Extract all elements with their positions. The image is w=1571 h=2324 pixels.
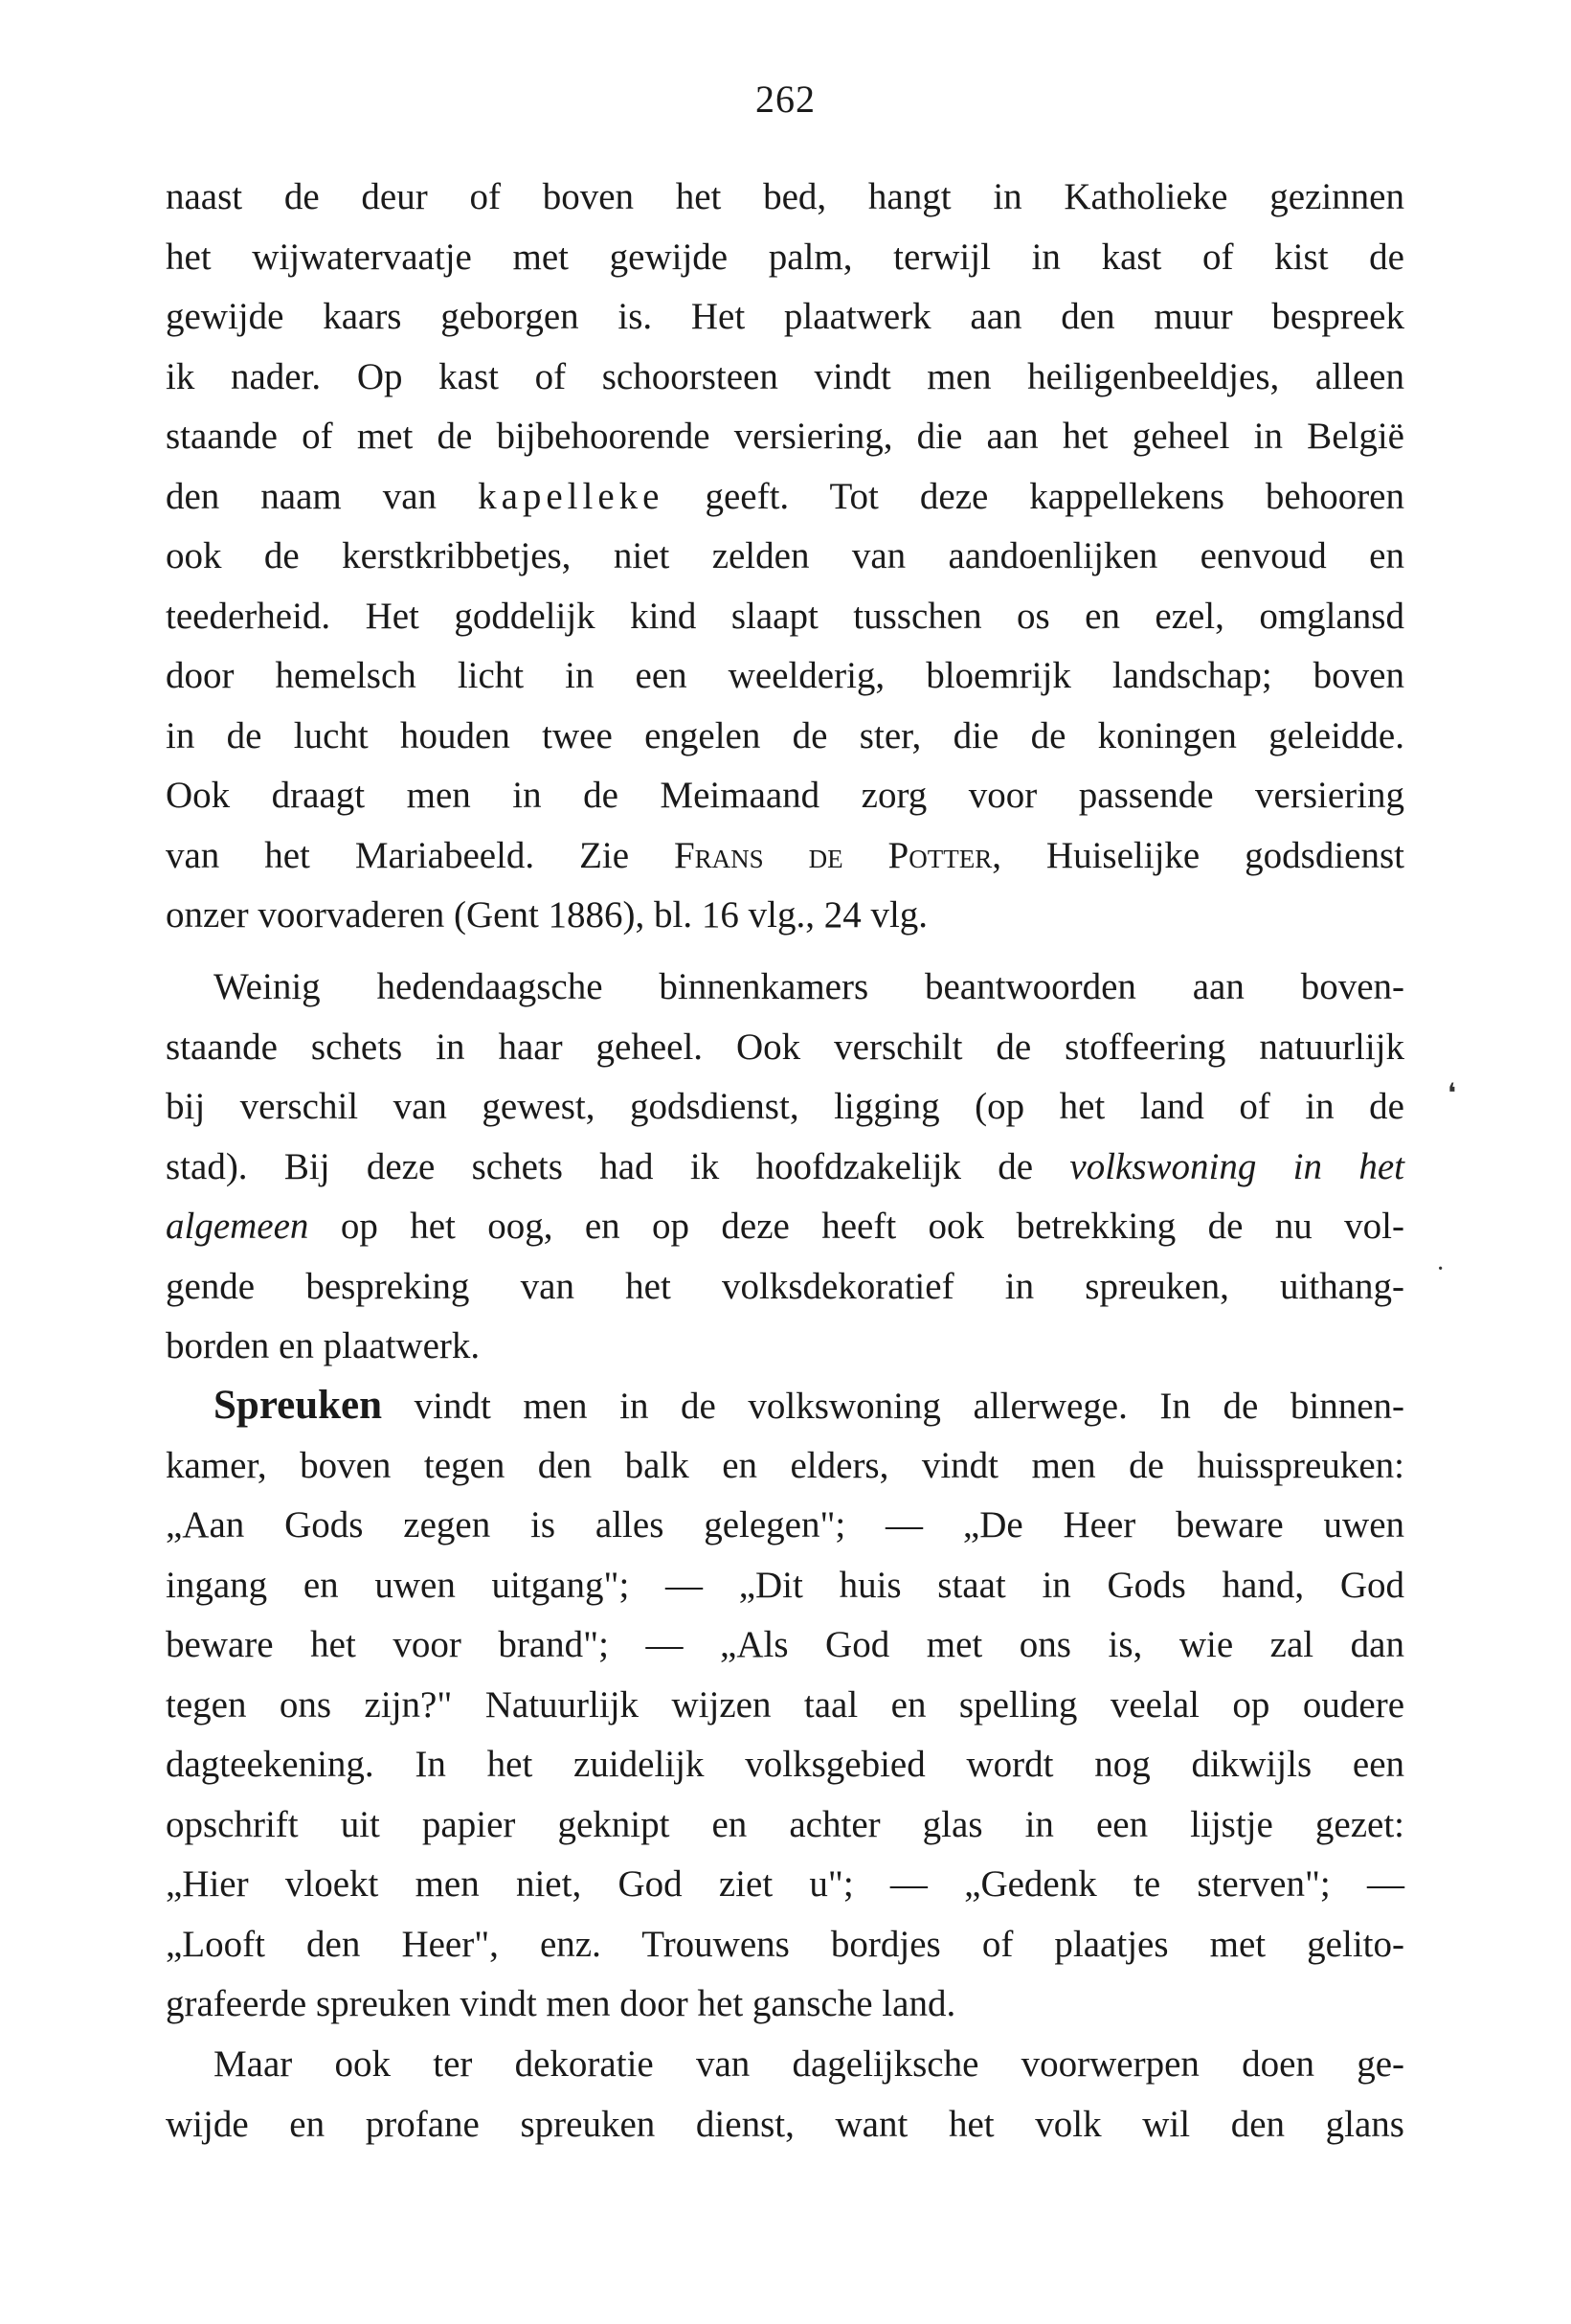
text-line: van het Mariabeeld. Zie Frans de Potter, Huiselijke godsdienst — [166, 834, 1404, 876]
paragraph-3 — [166, 1376, 1404, 2035]
text-line: stad). Bij deze schets had ik hoofdzakelijk de volkswoning in het — [166, 1145, 1404, 1187]
emphasis-text: algemeen — [166, 1206, 309, 1247]
text-line: dagteekening. In het zuidelijk volksgebied wordt nog dikwijls een — [166, 1744, 1404, 1785]
paragraph-4 — [166, 2035, 1404, 2155]
text-line: beware het voor brand"; — „Als God met ons is, wie zal dan — [166, 1624, 1404, 1665]
text-line: bij verschil van gewest, godsdienst, ligging (op het land of in de — [166, 1086, 1404, 1127]
text-line: teederheid. Het goddelijk kind slaapt tusschen os en ezel, omglansd — [166, 595, 1404, 637]
text-line: Ook draagt men in de Meimaand zorg voor passende versiering — [166, 775, 1404, 816]
text-line: gewijde kaars geborgen is. Het plaatwerk aan den muur bespreek — [166, 296, 1404, 337]
text-line: den naam van kapelleke geeft. Tot deze kappellekens behooren — [166, 475, 1404, 517]
text-line: tegen ons zijn?" Natuurlijk wijzen taal en spelling veelal op oudere — [166, 1683, 1404, 1726]
paragraph-1 — [166, 168, 1404, 946]
margin-mark: · — [1436, 1254, 1446, 1284]
text-line: grafeerde spreuken vindt men door het gansche land. — [166, 1983, 956, 2024]
margin-mark: ❛ — [1448, 1079, 1457, 1109]
spaced-term: kapelleke — [478, 475, 664, 517]
text-line: staande schets in haar geheel. Ook verschilt de stoffeering natuurlijk — [166, 1026, 1404, 1068]
text-line: kamer, boven tegen den balk en elders, vindt men de huisspreuken: — [166, 1444, 1404, 1486]
paragraph-2 — [166, 958, 1404, 1377]
author-name: Frans de Potter — [673, 834, 993, 876]
text-line: door hemelsch licht in een weelderig, bloemrijk landschap; boven — [166, 655, 1404, 696]
text-line: wijde en profane spreuken dienst, want het volk wil den glans — [166, 2103, 1404, 2145]
text-line: opschrift uit papier geknipt en achter glas in een lijstje gezet: — [166, 1803, 1404, 1845]
section-keyword: Spreuken — [213, 1383, 383, 1428]
text-line: „Aan Gods zegen is alles gelegen"; — „De Heer beware uwen — [166, 1504, 1404, 1546]
text-line: ingang en uwen uitgang"; — „Dit huis staat in Gods hand, God — [166, 1564, 1404, 1606]
text-line: borden en plaatwerk. — [166, 1325, 481, 1366]
text-line: Maar ook ter dekoratie van dagelijksche voorwerpen doen ge- — [213, 2043, 1404, 2085]
emphasis-text: volkswoning in het — [1069, 1145, 1404, 1187]
text-line: Spreuken vindt men in de volkswoning allerwege. In de binnen- — [213, 1383, 1404, 1428]
text-line: naast de deur of boven het bed, hangt in Katholieke gezinnen — [166, 176, 1404, 217]
text-line: „Hier vloekt men niet, God ziet u"; — „Gedenk te sterven"; — — [166, 1863, 1404, 1905]
text-line: onzer voorvaderen (Gent 1886), bl. 16 vlg., 24 vlg. — [166, 894, 929, 936]
text-line: in de lucht houden twee engelen de ster, die de koningen geleidde. — [166, 714, 1404, 756]
text-line: Weinig hedendaagsche binnenkamers beantwoorden aan boven- — [213, 966, 1404, 1007]
text-line: staande of met de bijbehoorende versiering, die aan het geheel in België — [166, 416, 1404, 457]
text-line: ik nader. Op kast of schoorsteen vindt men heiligenbeeldjes, alleen — [166, 355, 1404, 397]
text-line: gende bespreking van het volksdekoratief in spreuken, uithang- — [166, 1265, 1404, 1307]
text-line: ook de kerstkribbetjes, niet zelden van aandoenlijken eenvoud en — [166, 535, 1404, 576]
text-line: „Looft den Heer", enz. Trouwens bordjes of plaatjes met gelito- — [166, 1923, 1404, 1965]
text-line: algemeen op het oog, en op deze heeft ook betrekking de nu vol- — [166, 1206, 1404, 1247]
text-line: het wijwatervaatje met gewijde palm, terwijl in kast of kist de — [166, 236, 1404, 278]
page-number: 262 — [755, 78, 816, 121]
